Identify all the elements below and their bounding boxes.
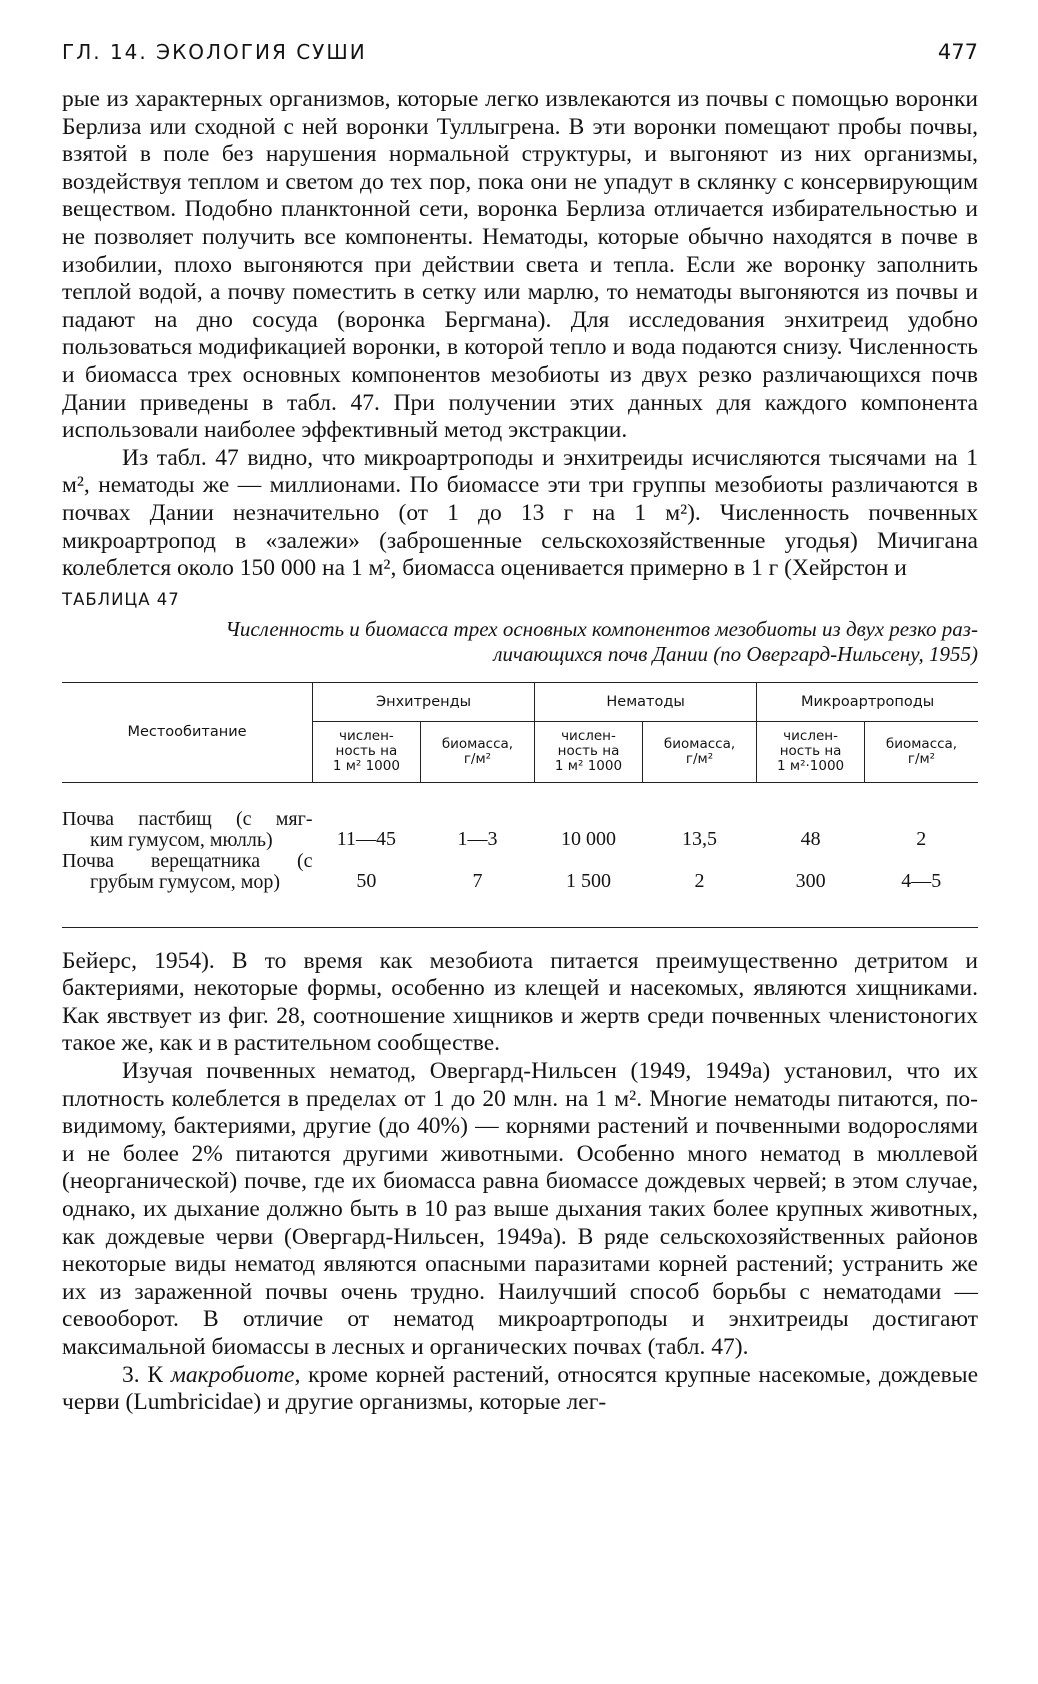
count-header: числен- ность на 1 м²·1000 [757,721,865,782]
value-cell: 2 [916,827,927,850]
page-number: 477 [937,40,978,64]
term-italic: макробиоте, [170,1361,301,1388]
table-caption [62,617,978,667]
biomass-header: биомасса, г/м² [420,721,534,782]
running-header [62,40,978,86]
paragraph: 3. К макробиоте, кроме корней растений, относятся крупные насекомые, дождевые черви (Lumbricidae) и другие организмы, которые лег- [62,1361,978,1416]
value-cell: 1 500 [565,869,611,892]
paragraph: Изучая почвенных нематод, Овергард-Нильсен (1949, 1949а) установил, что их плотность колеблется в пределах от 1 до 20 млн. на 1 м². Многие нематоды питаются, по-видимому, бактериями, другие (до 40%) — корнями растений и почвенными водорослями и не более 2% питаются другими животными. Особенно много нематод в мюллевой (неорганической) почве, где их биомасса равна биомассе дождевых червей; в этом случае, однако, их дыхание должно быть в 10 раз выше дыхания таких более крупных животных, как дождевые черви (Овергард-Нильсен, 1949а). В ряде сельскохозяйственных районов некоторые виды нематод являются опасными паразитами корней растений; устранить же их из зараженной почвы очень трудно. Наилучший способ борьбы с нематодами — севооборот. В отличие от нематод микроартроподы и энхитреиды достигают максимальной биомассы в лесных и органических почвах (табл. 47). [62,1058,978,1360]
value-cell: 1—3 [457,827,498,850]
group-header: Микроартроподы [757,682,978,721]
table-row [62,782,978,851]
value-cell: 2 [694,869,705,892]
group-header: Энхитренды [313,682,535,721]
count-header: числен- ность на 1 м² 1000 [535,721,643,782]
habitat-cell: Почва пастбищ (с мяг- ким гумусом, мюлль) [62,807,313,851]
table-label: ТАБЛИЦА 47 [62,589,180,609]
paragraph: рые из характерных организмов, которые легко извлекаются из почвы с помощью воронки Берлиза или сходной с ней воронки Туллыгрена. В эти воронки помещают пробы почвы, взятой в поле без нарушения нормальной структуры, и выгоняют из них организмы, воздействуя теплом и светом до тех пор, пока они не упадут в склянку с консервирующим веществом. Подобно планктонной сети, воронка Берлиза отличается избирательностью и не позволяет получить все компоненты. Нематоды, которые обычно находятся в почве в изобилии, плохо выгоняются при действии света и тепла. Если же воронку заполнить теплой водой, а почву поместить в сетку или марлю, то нематоды выгоняются из почвы и падают на дно сосуда (воронка Бергмана). Для исследования энхитреид удобно пользоваться модификацией воронки, в которой тепло и вода подаются снизу. Численность и биомасса трех основных компонентов мезобиоты из двух резко различающихся почв Дании приведены в табл. 47. При получении этих данных для каждого компонента использовали наиболее эффективный метод экстракции. [62,86,978,444]
value-cell: 300 [795,869,826,892]
value-cell: 4—5 [901,869,942,892]
value-cell: 10 000 [560,827,616,850]
value-cell: 50 [356,869,377,892]
chapter-title: ГЛ. 14. ЭКОЛОГИЯ СУШИ [62,40,367,64]
count-header: числен- ность на 1 м² 1000 [313,721,421,782]
caption-line: личающихся почв Дании (по Овергард-Нильсену, 1955) [493,641,978,666]
group-header: Нематоды [535,682,757,721]
caption-line: Численность и биомасса трех основных компонентов мезобиоты из двух резко раз- [225,616,978,641]
habitat-cell: Почва верещатника (с грубым гумусом, мор) [62,849,313,893]
value-cell: 11—45 [336,827,397,850]
body-text-after-table [62,948,978,1417]
paragraph: Из табл. 47 видно, что микроартроподы и энхитреиды исчисляются тысячами на 1 м², нематоды же — миллионами. По биомассе эти три группы мезобиоты различаются в почвах Дании незначительно (от 1 до 13 г на 1 м²). Численность почвенных микроартропод в «залежи» (заброшенные сельскохозяйственные угодья) Мичигана колеблется около 150 000 на 1 м², биомасса оценивается примерно в 1 г (Хейрстон и [62,444,978,582]
data-table [62,682,978,928]
table-row [62,851,978,928]
biomass-header: биомасса, г/м² [642,721,756,782]
value-cell: 13,5 [682,827,718,850]
paragraph: Бейерс, 1954). В то время как мезобиота питается преимущественно детритом и бактериями, некоторые формы, особенно из клещей и насекомых, являются хищниками. Как явствует из фиг. 28, соотношение хищников и жертв среди почвенных членистоногих такое же, как и в растительном сообществе. [62,947,978,1057]
body-text-before-table [62,86,978,583]
habitat-header: Местообитание [62,682,313,782]
value-cell: 48 [800,827,821,850]
biomass-header: биомасса, г/м² [864,721,978,782]
value-cell: 7 [472,869,483,892]
book-page [62,40,978,1417]
